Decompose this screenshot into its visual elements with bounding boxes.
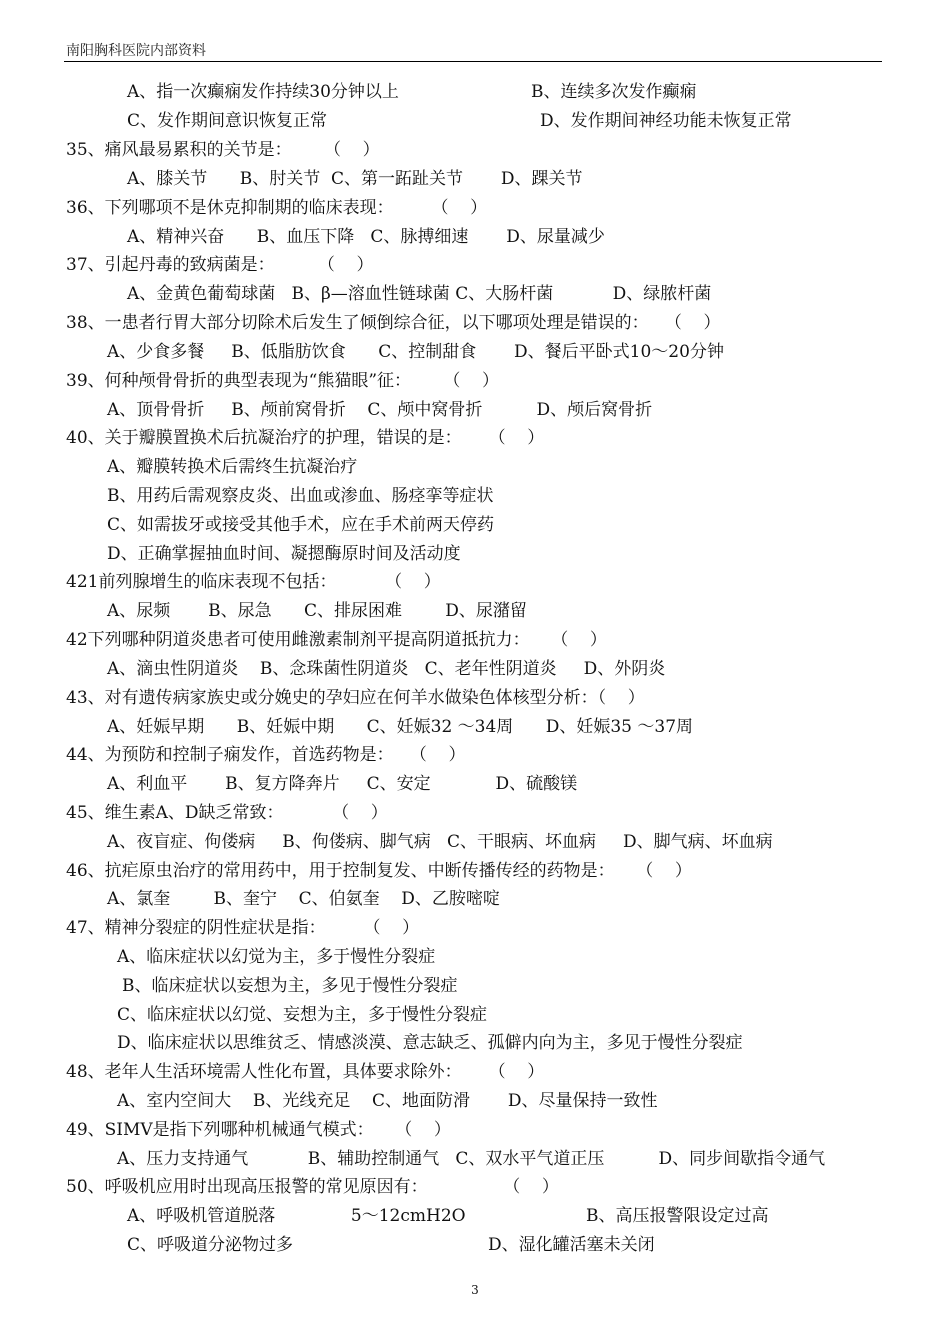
option-line: A、室内空间大 B、光线充足 C、地面防滑 D、尽量保持一致性 [117, 1091, 658, 1111]
option-line: A、精神兴奋 B、血压下降 C、脉搏细速 D、尿量减少 [127, 227, 605, 247]
option-line: B、临床症状以妄想为主，多见于慢性分裂症 [122, 976, 458, 996]
page-header: 南阳胸科医院内部资料 [66, 43, 206, 59]
question-line: 38、一患者行胃大部分切除术后发生了倾倒综合征，以下哪项处理是错误的： （ ） [66, 313, 721, 333]
question-line: 37、引起丹毒的致病菌是： （ ） [66, 255, 374, 275]
option-line: A、顶骨骨折 B、颅前窝骨折 C、颅中窝骨折 D、颅后窝骨折 [107, 400, 653, 420]
question-line: 48、老年人生活环境需人性化布置，具体要求除外： （ ） [66, 1062, 545, 1082]
option-line: A、尿频 B、尿急 C、排尿困难 D、尿潴留 [107, 601, 527, 621]
question-line: 46、抗疟原虫治疗的常用药中，用于控制复发、中断传播传经的药物是： （ ） [66, 861, 692, 881]
option-line: A、呼吸机管道脱落 5～12cmH2O [127, 1206, 466, 1226]
option-line: A、临床症状以幻觉为主，多于慢性分裂症 [117, 947, 436, 967]
option-line: D、临床症状以思维贫乏、情感淡漠、意志缺乏、孤僻内向为主，多见于慢性分裂症 [117, 1033, 743, 1053]
option-line: D、发作期间神经功能未恢复正常 [540, 111, 792, 131]
option-line: A、金黄色葡萄球菌 B、β—溶血性链球菌 C、大肠杆菌 D、绿脓杆菌 [127, 284, 712, 304]
option-line: A、膝关节 B、肘关节 C、第一跖趾关节 D、踝关节 [127, 169, 583, 189]
question-line: 49、SIMV是指下列哪种机械通气模式： （ ） [66, 1120, 451, 1140]
option-line: B、高压报警限设定过高 [586, 1206, 769, 1226]
question-line: 40、关于瓣膜置换术后抗凝治疗的护理，错误的是： （ ） [66, 428, 545, 448]
question-line: 45、维生素A、D缺乏常致： （ ） [66, 803, 388, 823]
option-line: B、连续多次发作癫痫 [531, 82, 697, 102]
question-line: 421前列腺增生的临床表现不包括： （ ） [66, 572, 441, 592]
question-line: 36、下列哪项不是休克抑制期的临床表现： （ ） [66, 198, 488, 218]
option-line: A、瓣膜转换术后需终生抗凝治疗 [107, 457, 358, 477]
option-line: A、妊娠早期 B、妊娠中期 C、妊娠32 ～34周 D、妊娠35 ～37周 [107, 717, 694, 737]
question-line: 44、为预防和控制子痫发作，首选药物是： （ ） [66, 745, 466, 765]
option-line: A、压力支持通气 B、辅助控制通气 C、双水平气道正压 D、同步间歇指令通气 [117, 1149, 826, 1169]
option-line: D、湿化罐活塞未关闭 [488, 1235, 655, 1255]
question-line: 50、呼吸机应用时出现高压报警的常见原因有： （ ） [66, 1177, 559, 1197]
option-line: C、发作期间意识恢复正常 [127, 111, 328, 131]
option-line: D、正确掌握抽血时间、凝摁酶原时间及活动度 [107, 544, 461, 564]
option-line: A、指一次癫痫发作持续30分钟以上 [127, 82, 399, 102]
question-line: 42下列哪种阴道炎患者可使用雌激素制剂平提高阴道抵抗力： （ ） [66, 630, 607, 650]
option-line: C、呼吸道分泌物过多 [127, 1235, 294, 1255]
option-line: C、临床症状以幻觉、妄想为主，多于慢性分裂症 [117, 1005, 488, 1025]
option-line: B、用药后需观察皮炎、出血或渗血、肠痉挛等症状 [107, 486, 494, 506]
page-number: 3 [471, 1283, 479, 1297]
option-line: A、少食多餐 B、低脂肪饮食 C、控制甜食 D、餐后平卧式10～20分钟 [107, 342, 724, 362]
question-line: 47、精神分裂症的阴性症状是指： （ ） [66, 918, 420, 938]
question-line: 39、何种颅骨骨折的典型表现为“熊猫眼”征： （ ） [66, 371, 500, 391]
question-line: 43、对有遗传病家族史或分娩史的孕妇应在何羊水做染色体核型分析：（ ） [66, 688, 645, 708]
option-line: A、利血平 B、复方降奔片 C、安定 D、硫酸镁 [107, 774, 578, 794]
option-line: A、滴虫性阴道炎 B、念珠菌性阴道炎 C、老年性阴道炎 D、外阴炎 [107, 659, 666, 679]
question-line: 35、痛风最易累积的关节是： （ ） [66, 140, 380, 160]
option-line: A、夜盲症、佝偻病 B、佝偻病、脚气病 C、干眼病、坏血病 D、脚气病、坏血病 [107, 832, 773, 852]
option-line: A、氯奎 B、奎宁 C、伯氨奎 D、乙胺嘧啶 [107, 889, 500, 909]
option-line: C、如需拔牙或接受其他手术，应在手术前两天停药 [107, 515, 495, 535]
